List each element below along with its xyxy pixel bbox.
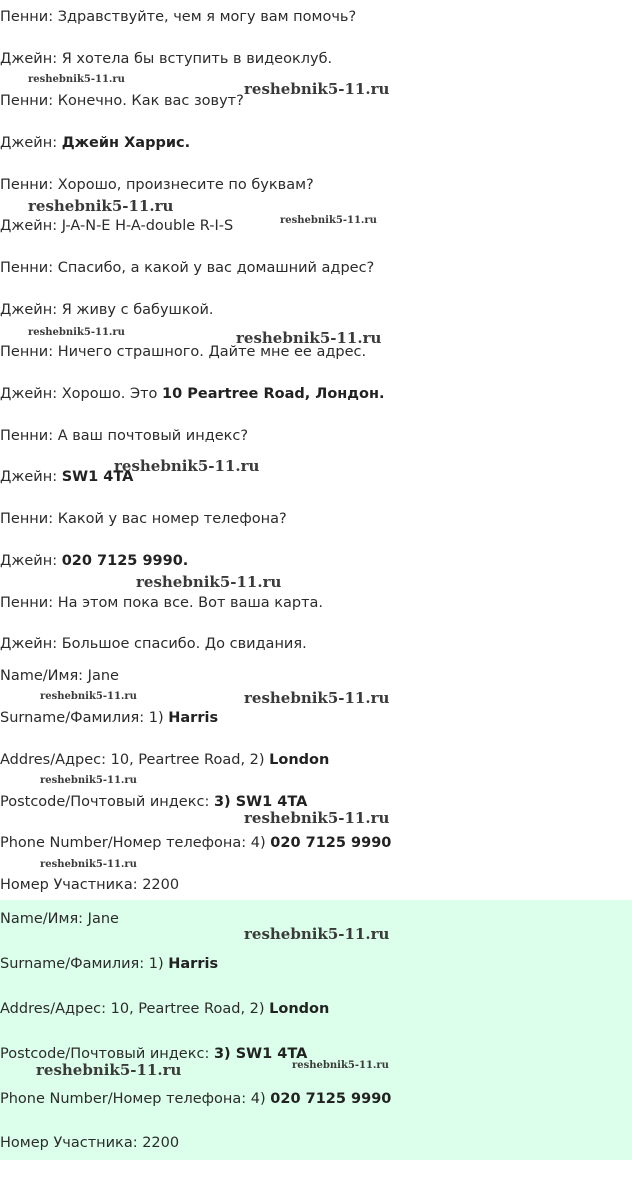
dialogue-line: Джейн: 020 7125 9990. [0,553,189,569]
dialogue-line: Пенни: Какой у вас номер телефона? [0,511,287,527]
dialogue-line: Джейн: SW1 4TA [0,469,134,485]
watermark: reshebnik5-11.ru [244,80,390,98]
watermark: reshebnik5-11.ru [244,809,390,827]
form-field-postcode: Postcode/Почтовый индекс: 3) SW1 4TA [0,794,308,810]
form-field-address: Addres/Адрес: 10, Peartree Road, 2) London [0,752,330,768]
dialogue-line: Пенни: А ваш почтовый индекс? [0,428,249,444]
form-field-surname: Surname/Фамилия: 1) Harris [0,956,219,972]
watermark: reshebnik5-11.ru [292,1060,389,1071]
dialogue-line: Пенни: Хорошо, произнесите по буквам? [0,177,314,193]
watermark: reshebnik5-11.ru [28,74,125,85]
watermark: reshebnik5-11.ru [40,859,137,870]
dialogue-line: Пенни: Спасибо, а какой у вас домашний адрес? [0,260,375,276]
form-field-phone: Phone Number/Номер телефона: 4) 020 7125 9990 [0,1091,392,1107]
form-field-phone: Phone Number/Номер телефона: 4) 020 7125 9990 [0,835,392,851]
form-field-member-number: Номер Участника: 2200 [0,877,180,893]
watermark: reshebnik5-11.ru [244,689,390,707]
watermark: reshebnik5-11.ru [40,775,137,786]
watermark: reshebnik5-11.ru [28,197,174,215]
dialogue-line: Джейн: Я хотела бы вступить в видеоклуб. [0,51,333,67]
form-field-member-number: Номер Участника: 2200 [0,1135,180,1151]
dialogue-line: Пенни: Конечно. Как вас зовут? [0,93,244,109]
dialogue-line: Пенни: Ничего страшного. Дайте мне ее адрес. [0,344,367,360]
dialogue-line: Джейн: Джейн Харрис. [0,135,191,151]
dialogue-line: Джейн: Большое спасибо. До свидания. [0,636,307,652]
form-field-name: Name/Имя: Jane [0,668,119,684]
watermark: reshebnik5-11.ru [36,1061,182,1079]
dialogue-line: Джейн: Я живу с бабушкой. [0,302,214,318]
form-field-postcode: Postcode/Почтовый индекс: 3) SW1 4TA [0,1046,308,1062]
form-field-name: Name/Имя: Jane [0,911,119,927]
watermark: reshebnik5-11.ru [244,925,390,943]
watermark: reshebnik5-11.ru [136,573,282,591]
watermark: reshebnik5-11.ru [280,215,377,226]
dialogue-line: Джейн: Хорошо. Это 10 Peartree Road, Лондон. [0,386,385,402]
dialogue-line: Пенни: На этом пока все. Вот ваша карта. [0,595,324,611]
watermark: reshebnik5-11.ru [114,457,260,475]
watermark: reshebnik5-11.ru [236,329,382,347]
form-field-address: Addres/Адрес: 10, Peartree Road, 2) London [0,1001,330,1017]
watermark: reshebnik5-11.ru [40,691,137,702]
watermark: reshebnik5-11.ru [28,327,125,338]
dialogue-line: Пенни: Здравствуйте, чем я могу вам помочь? [0,9,357,25]
form-field-surname: Surname/Фамилия: 1) Harris [0,710,219,726]
dialogue-line: Джейн: J-A-N-E H-A-double R-I-S [0,218,234,234]
